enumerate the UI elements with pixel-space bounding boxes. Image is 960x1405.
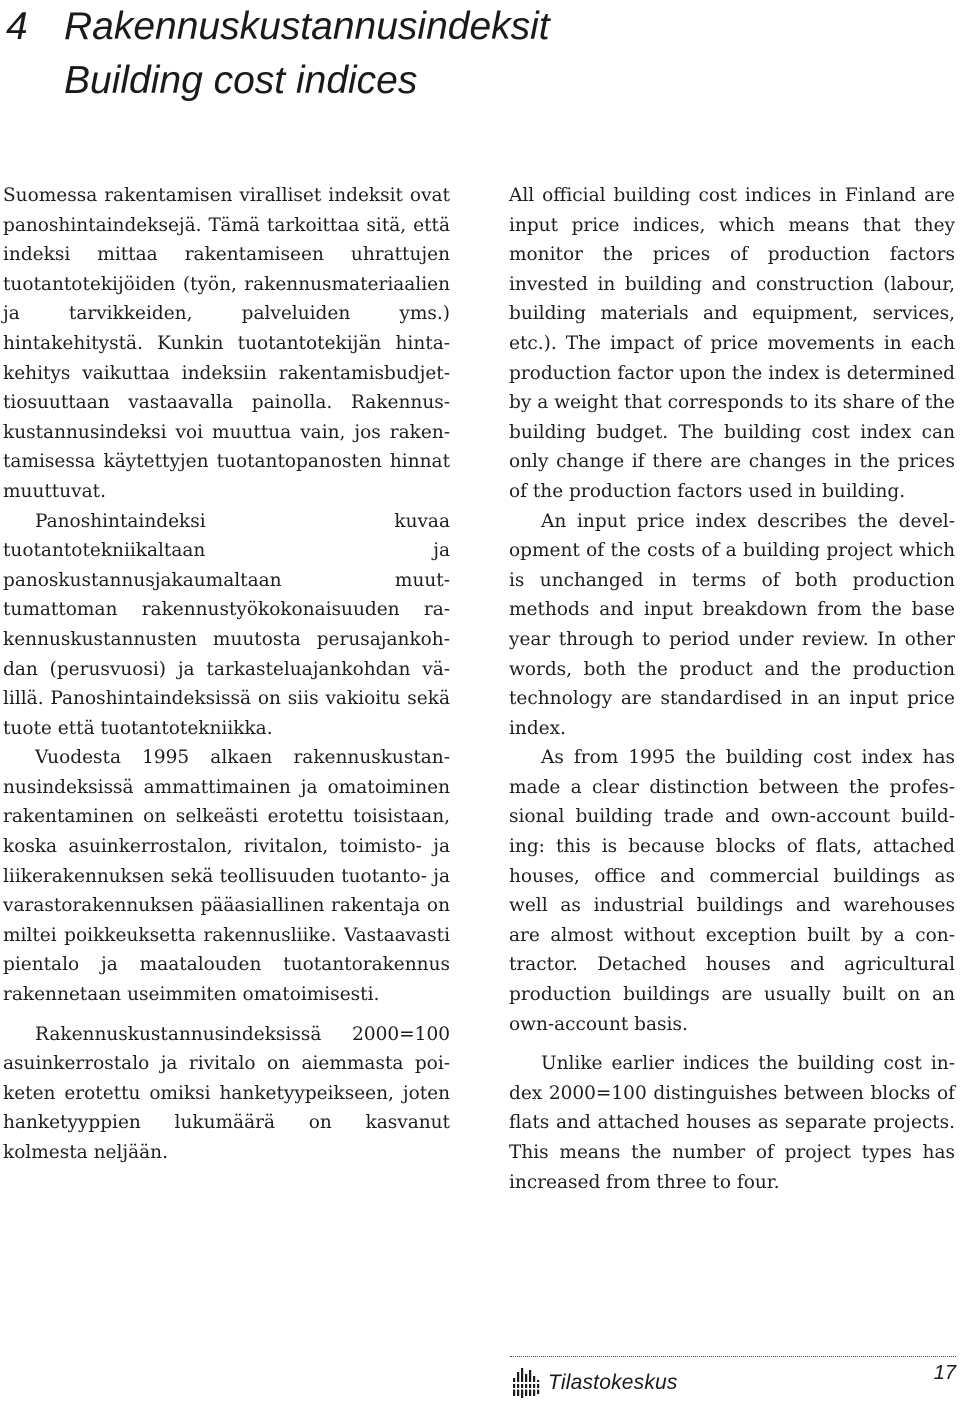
fi-paragraph-1: Suomessa rakentamisen viralliset indeksit ovat panoshintaindeksejä. Tämä tarkoittaa sitä, että indeksi mittaa rakentamiseen uhrattujen tuotantotekijöiden (työn, rakennusmateriaalien ja tarvikkeiden, palveluiden yms.) hintakehitystä. Kunkin tuotantotekijän hintakehitys vaikuttaa indeksiin rakentamisbudjettiosuuttaan vastaavalla painolla. Rakennuskustannusindeksi voi muuttua vain, jos rakentamisessa käytettyjen tuotantopanosten hinnat muuttuvat. — [3, 185, 450, 502]
en-paragraph-3: As from 1995 the building cost index has made a clear distinction between the professional building trade and own-account building: this is because blocks of flats, attached houses, office and commercial buildings as well as industrial buildings and warehouses are almost without exception built by a contractor. Detached houses and agricultural production buildings are usually built on an own-account basis. — [509, 747, 955, 1035]
fi-paragraph-2: Panoshintaindeksi kuvaa tuotantotekniikaltaan ja panoskustannusjakaumaltaan muuttumattoman rakennustyökokonaisuuden rakennuskustannusten muutosta perusajankohdan (perusvuosi) ja tarkasteluajankohdan välillä. Panoshintaindeksissä on siis vakioitu sekä tuote että tuotantotekniikka. — [3, 510, 450, 739]
english-text-column — [509, 181, 955, 1197]
publisher-logo — [512, 1368, 678, 1398]
footer-divider — [510, 1356, 956, 1357]
chapter-number: 4 — [6, 5, 28, 48]
en-paragraph-4: Unlike earlier indices the building cost index 2000=100 distinguishes between blocks of flats and attached houses as separate projects. This means the number of project types has increased from three to four. — [509, 1053, 955, 1193]
chapter-title-fi: Rakennuskustannusindeksit — [64, 5, 550, 48]
publisher-name: Tilastokeskus — [548, 1371, 678, 1394]
chapter-title-en: Building cost indices — [64, 59, 418, 102]
finnish-text-column — [3, 181, 450, 1168]
en-paragraph-1: All official building cost indices in Finland are input price indices, which means that they monitor the prices of production factors invested in building and construction (labour, building materials and equipment, services, etc.). The impact of price movements in each production factor upon the index is determined by a weight that corresponds to its share of the building budget. The building cost index can only change if there are changes in the prices of the production factors used in building. — [509, 185, 955, 502]
chapter-heading — [6, 0, 550, 108]
fi-paragraph-4: Rakennuskustannusindeksissä 2000=100 asuinkerrostalo ja rivitalo on aiemmasta poiketen erotettu omiksi hanketyypeikseen, joten hanketyyppien lukumäärä on kasvanut kolmesta neljään. — [3, 1023, 450, 1163]
fi-paragraph-3: Vuodesta 1995 alkaen rakennuskustannusindeksissä ammattimainen ja omatoiminen rakentaminen on selkeästi erotettu toisistaan, koska asuinkerrostalon, rivitalon, toimisto- ja liikerakennuksen sekä teollisuuden tuotanto- ja varastorakennuksen pääasiallinen rakentaja on miltei poikkeuksetta rakennusliike. Vastaavasti pientalo ja maatalouden tuotantorakennus rakennetaan useimmiten omatoimisesti. — [3, 747, 450, 1006]
en-paragraph-2: An input price index describes the development of the costs of a building project which is unchanged in terms of both production methods and input breakdown from the base year through to period under review. In other words, both the product and the production technology are standardised in an input price index. — [509, 510, 955, 739]
tilastokeskus-logo-icon — [512, 1368, 540, 1398]
page-number: 17 — [933, 1362, 956, 1384]
